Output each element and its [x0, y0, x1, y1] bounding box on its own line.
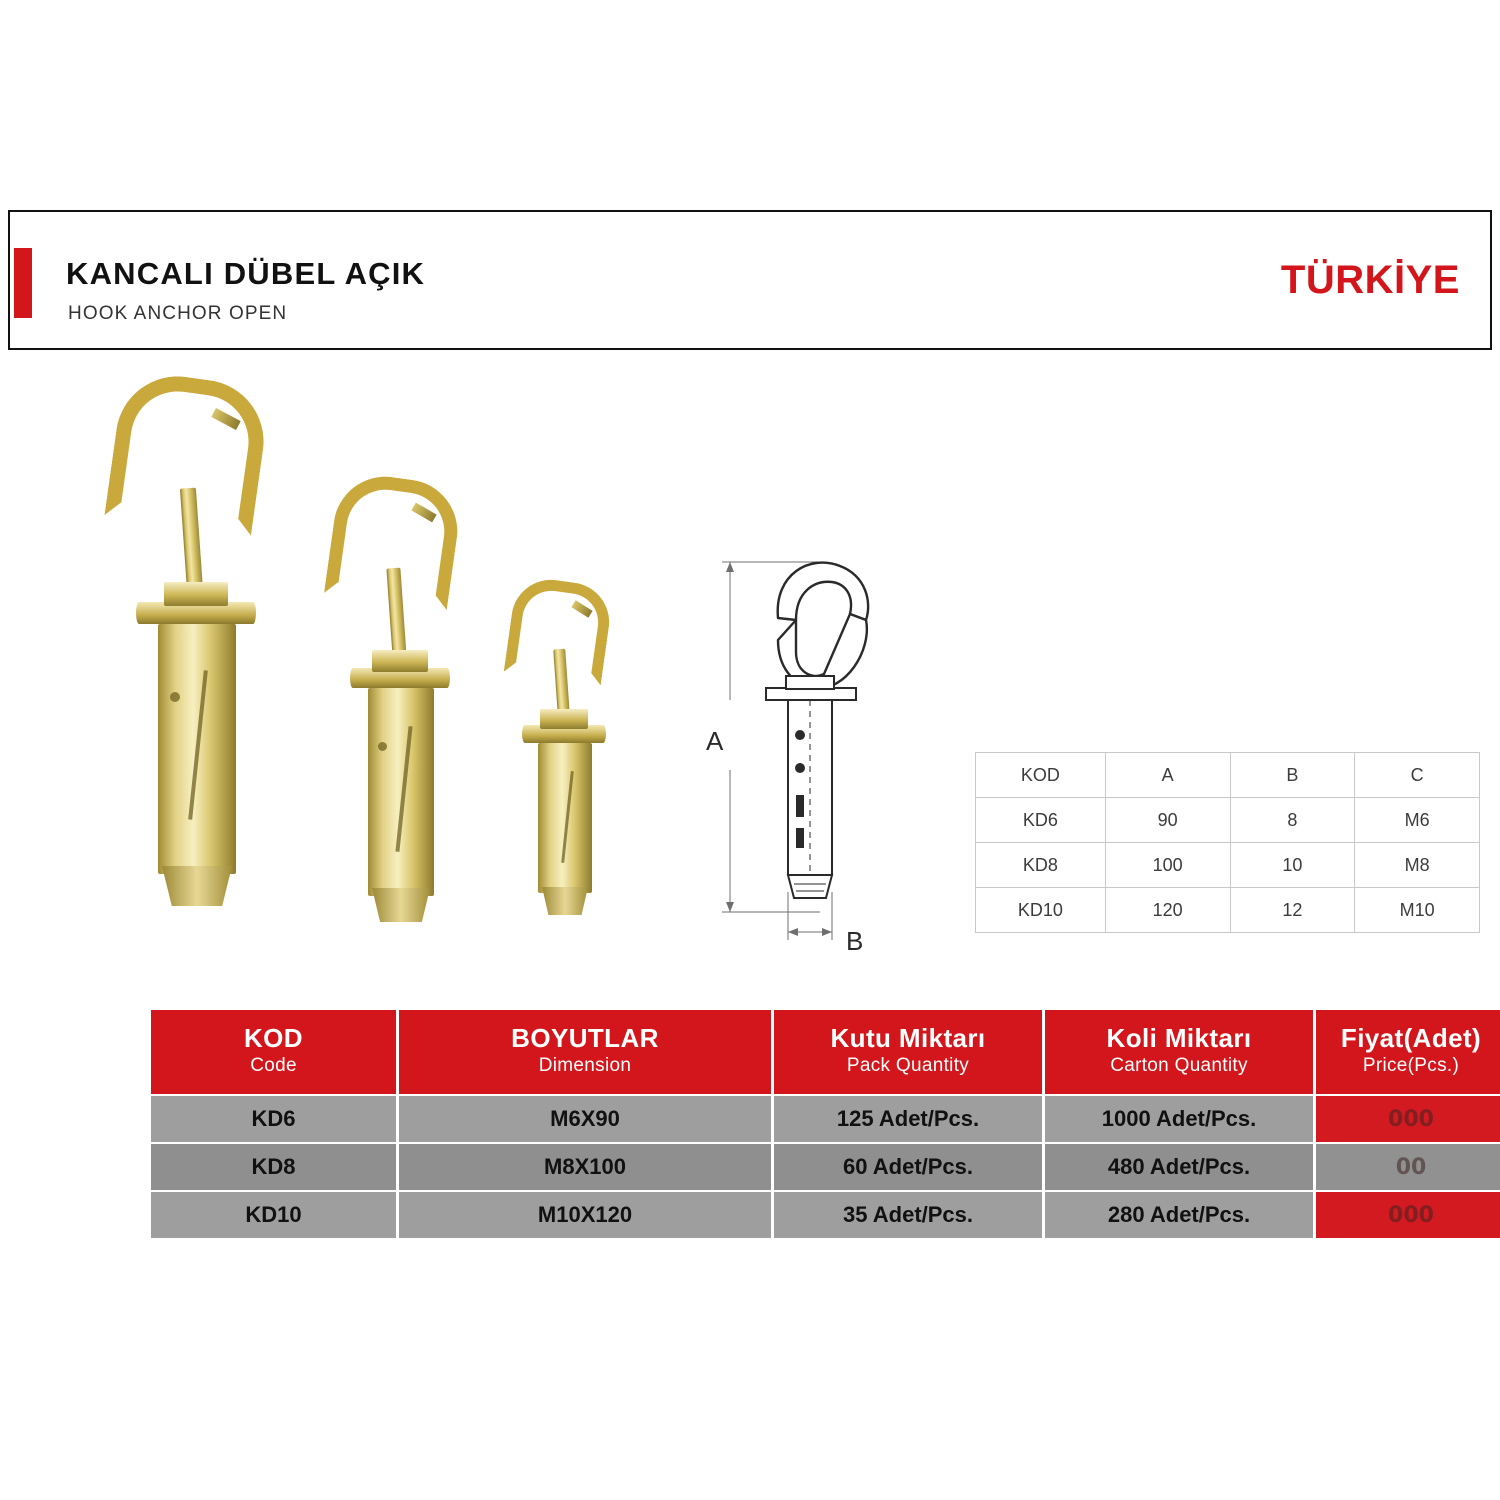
dim-cell-b: 8	[1230, 798, 1355, 843]
table-row	[976, 798, 1480, 843]
dim-cell-b: 12	[1230, 888, 1355, 933]
header-price-en: Price(Pcs.)	[1362, 1054, 1460, 1076]
header-kod-en: Code	[250, 1054, 297, 1076]
cell-carton-quantity: 280 Adet/Pcs.	[1045, 1192, 1313, 1238]
header-dimension	[399, 1010, 771, 1094]
dim-header-b: B	[1230, 753, 1355, 798]
cell-price	[1316, 1144, 1500, 1190]
header-kod	[151, 1010, 396, 1094]
dim-cell-a: 120	[1105, 888, 1230, 933]
product-table-header-row	[151, 1010, 1500, 1094]
cell-price	[1316, 1192, 1500, 1238]
dim-header-kod: KOD	[976, 753, 1106, 798]
sleeve-hole-medium	[378, 742, 387, 751]
product-anchor-small	[500, 575, 690, 925]
dim-cell-b: 10	[1230, 843, 1355, 888]
cell-kod: KD8	[151, 1144, 396, 1190]
cell-pack-quantity: 35 Adet/Pcs.	[774, 1192, 1042, 1238]
anchor-tip-small	[542, 887, 588, 915]
cell-pack-quantity: 60 Adet/Pcs.	[774, 1144, 1042, 1190]
technical-drawing-svg	[700, 540, 940, 960]
table-row-header	[976, 753, 1480, 798]
cell-dimension: M6X90	[399, 1096, 771, 1142]
dim-cell-c: M6	[1355, 798, 1480, 843]
dim-cell-kod: KD10	[976, 888, 1106, 933]
anchor-tip-large	[162, 866, 232, 906]
technical-drawing	[700, 540, 940, 960]
cell-kod: KD10	[151, 1192, 396, 1238]
header-carton-quantity	[1045, 1010, 1313, 1094]
header-pack-tr: Kutu Miktarı	[830, 1023, 986, 1053]
price-value-obscured: 000	[1388, 1202, 1434, 1228]
product-anchor-large	[100, 370, 350, 930]
dimension-table	[975, 752, 1480, 933]
dim-cell-c: M10	[1355, 888, 1480, 933]
dim-cell-c: M8	[1355, 843, 1480, 888]
table-row	[151, 1144, 1500, 1190]
nut-medium	[372, 650, 428, 672]
anchor-tip-medium	[372, 888, 430, 922]
header-kod-tr: KOD	[244, 1023, 303, 1053]
header-pack-quantity	[774, 1010, 1042, 1094]
dim-cell-kod: KD6	[976, 798, 1106, 843]
dim-cell-a: 90	[1105, 798, 1230, 843]
dim-header-c: C	[1355, 753, 1480, 798]
product-table	[148, 1008, 1500, 1240]
header-price	[1316, 1010, 1500, 1094]
origin-label: TÜRKİYE	[1280, 258, 1460, 302]
dim-cell-a: 100	[1105, 843, 1230, 888]
sleeve-hole-large	[170, 692, 180, 702]
nut-small	[540, 709, 588, 729]
cell-carton-quantity: 1000 Adet/Pcs.	[1045, 1096, 1313, 1142]
product-photo-group	[100, 370, 700, 940]
header-price-tr: Fiyat(Adet)	[1340, 1023, 1482, 1053]
header-accent-bar	[14, 248, 32, 318]
cell-price	[1316, 1096, 1500, 1142]
table-row	[151, 1192, 1500, 1238]
cell-carton-quantity: 480 Adet/Pcs.	[1045, 1144, 1313, 1190]
page-title-tr: KANCALI DÜBEL AÇIK	[66, 256, 426, 291]
table-row	[976, 888, 1480, 933]
table-row	[976, 843, 1480, 888]
header-pack-en: Pack Quantity	[846, 1054, 970, 1076]
cell-dimension: M10X120	[399, 1192, 771, 1238]
cell-kod: KD6	[151, 1096, 396, 1142]
dim-cell-kod: KD8	[976, 843, 1106, 888]
nut-large	[164, 582, 228, 606]
page-title-en: HOOK ANCHOR OPEN	[68, 303, 288, 324]
drawing-label-a: A	[706, 726, 724, 756]
header-carton-tr: Koli Miktarı	[1106, 1023, 1252, 1053]
header-carton-en: Carton Quantity	[1110, 1054, 1248, 1076]
dim-header-a: A	[1105, 753, 1230, 798]
drawing-label-b: B	[846, 926, 864, 956]
price-value-obscured: 000	[1388, 1106, 1434, 1132]
price-value-obscured: 00	[1395, 1154, 1427, 1180]
header-dimension-en: Dimension	[538, 1054, 632, 1076]
header-dimension-tr: BOYUTLAR	[511, 1023, 659, 1053]
cell-pack-quantity: 125 Adet/Pcs.	[774, 1096, 1042, 1142]
cell-dimension: M8X100	[399, 1144, 771, 1190]
table-row	[151, 1096, 1500, 1142]
